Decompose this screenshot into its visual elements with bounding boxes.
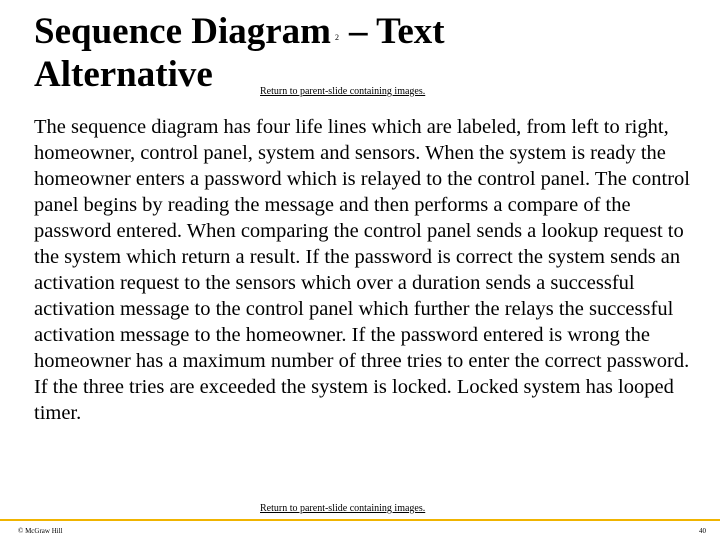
return-to-parent-link-bottom[interactable]: Return to parent-slide containing images. (260, 503, 426, 514)
body-paragraph: The sequence diagram has four life lines which are labeled, from left to right, homeowner, control panel, system and sensors. When the system is ready the homeowner enters a password which is relayed to the control panel. The control panel begins by reading the message and then performs a compare of the password entered. When comparing the control panel sends a lookup request to the system which return a result. If the password is correct the system sends an activation request to the sensors which over a duration sends a successful activation message to the control panel which further the relays the successful activation message to the homeowner. If the password entered is wrong the homeowner has a maximum number of three tries to enter the correct password. If the three tries are exceeded the system is locked. Locked system has looped timer. (34, 116, 690, 424)
title-footnote-marker: 2 (335, 32, 339, 42)
title-line-2: Alternative (34, 53, 213, 95)
page-number: 40 (699, 527, 706, 535)
return-to-parent-link-top[interactable]: Return to parent-slide containing images. (260, 86, 426, 97)
slide-title (34, 12, 694, 95)
copyright-notice: © McGraw Hill (18, 527, 63, 535)
title-line-1 (34, 12, 694, 55)
title-text-1: Sequence Diagram (34, 11, 331, 52)
title-text-1-rest: – Text (349, 11, 445, 52)
footer-divider (0, 519, 720, 521)
